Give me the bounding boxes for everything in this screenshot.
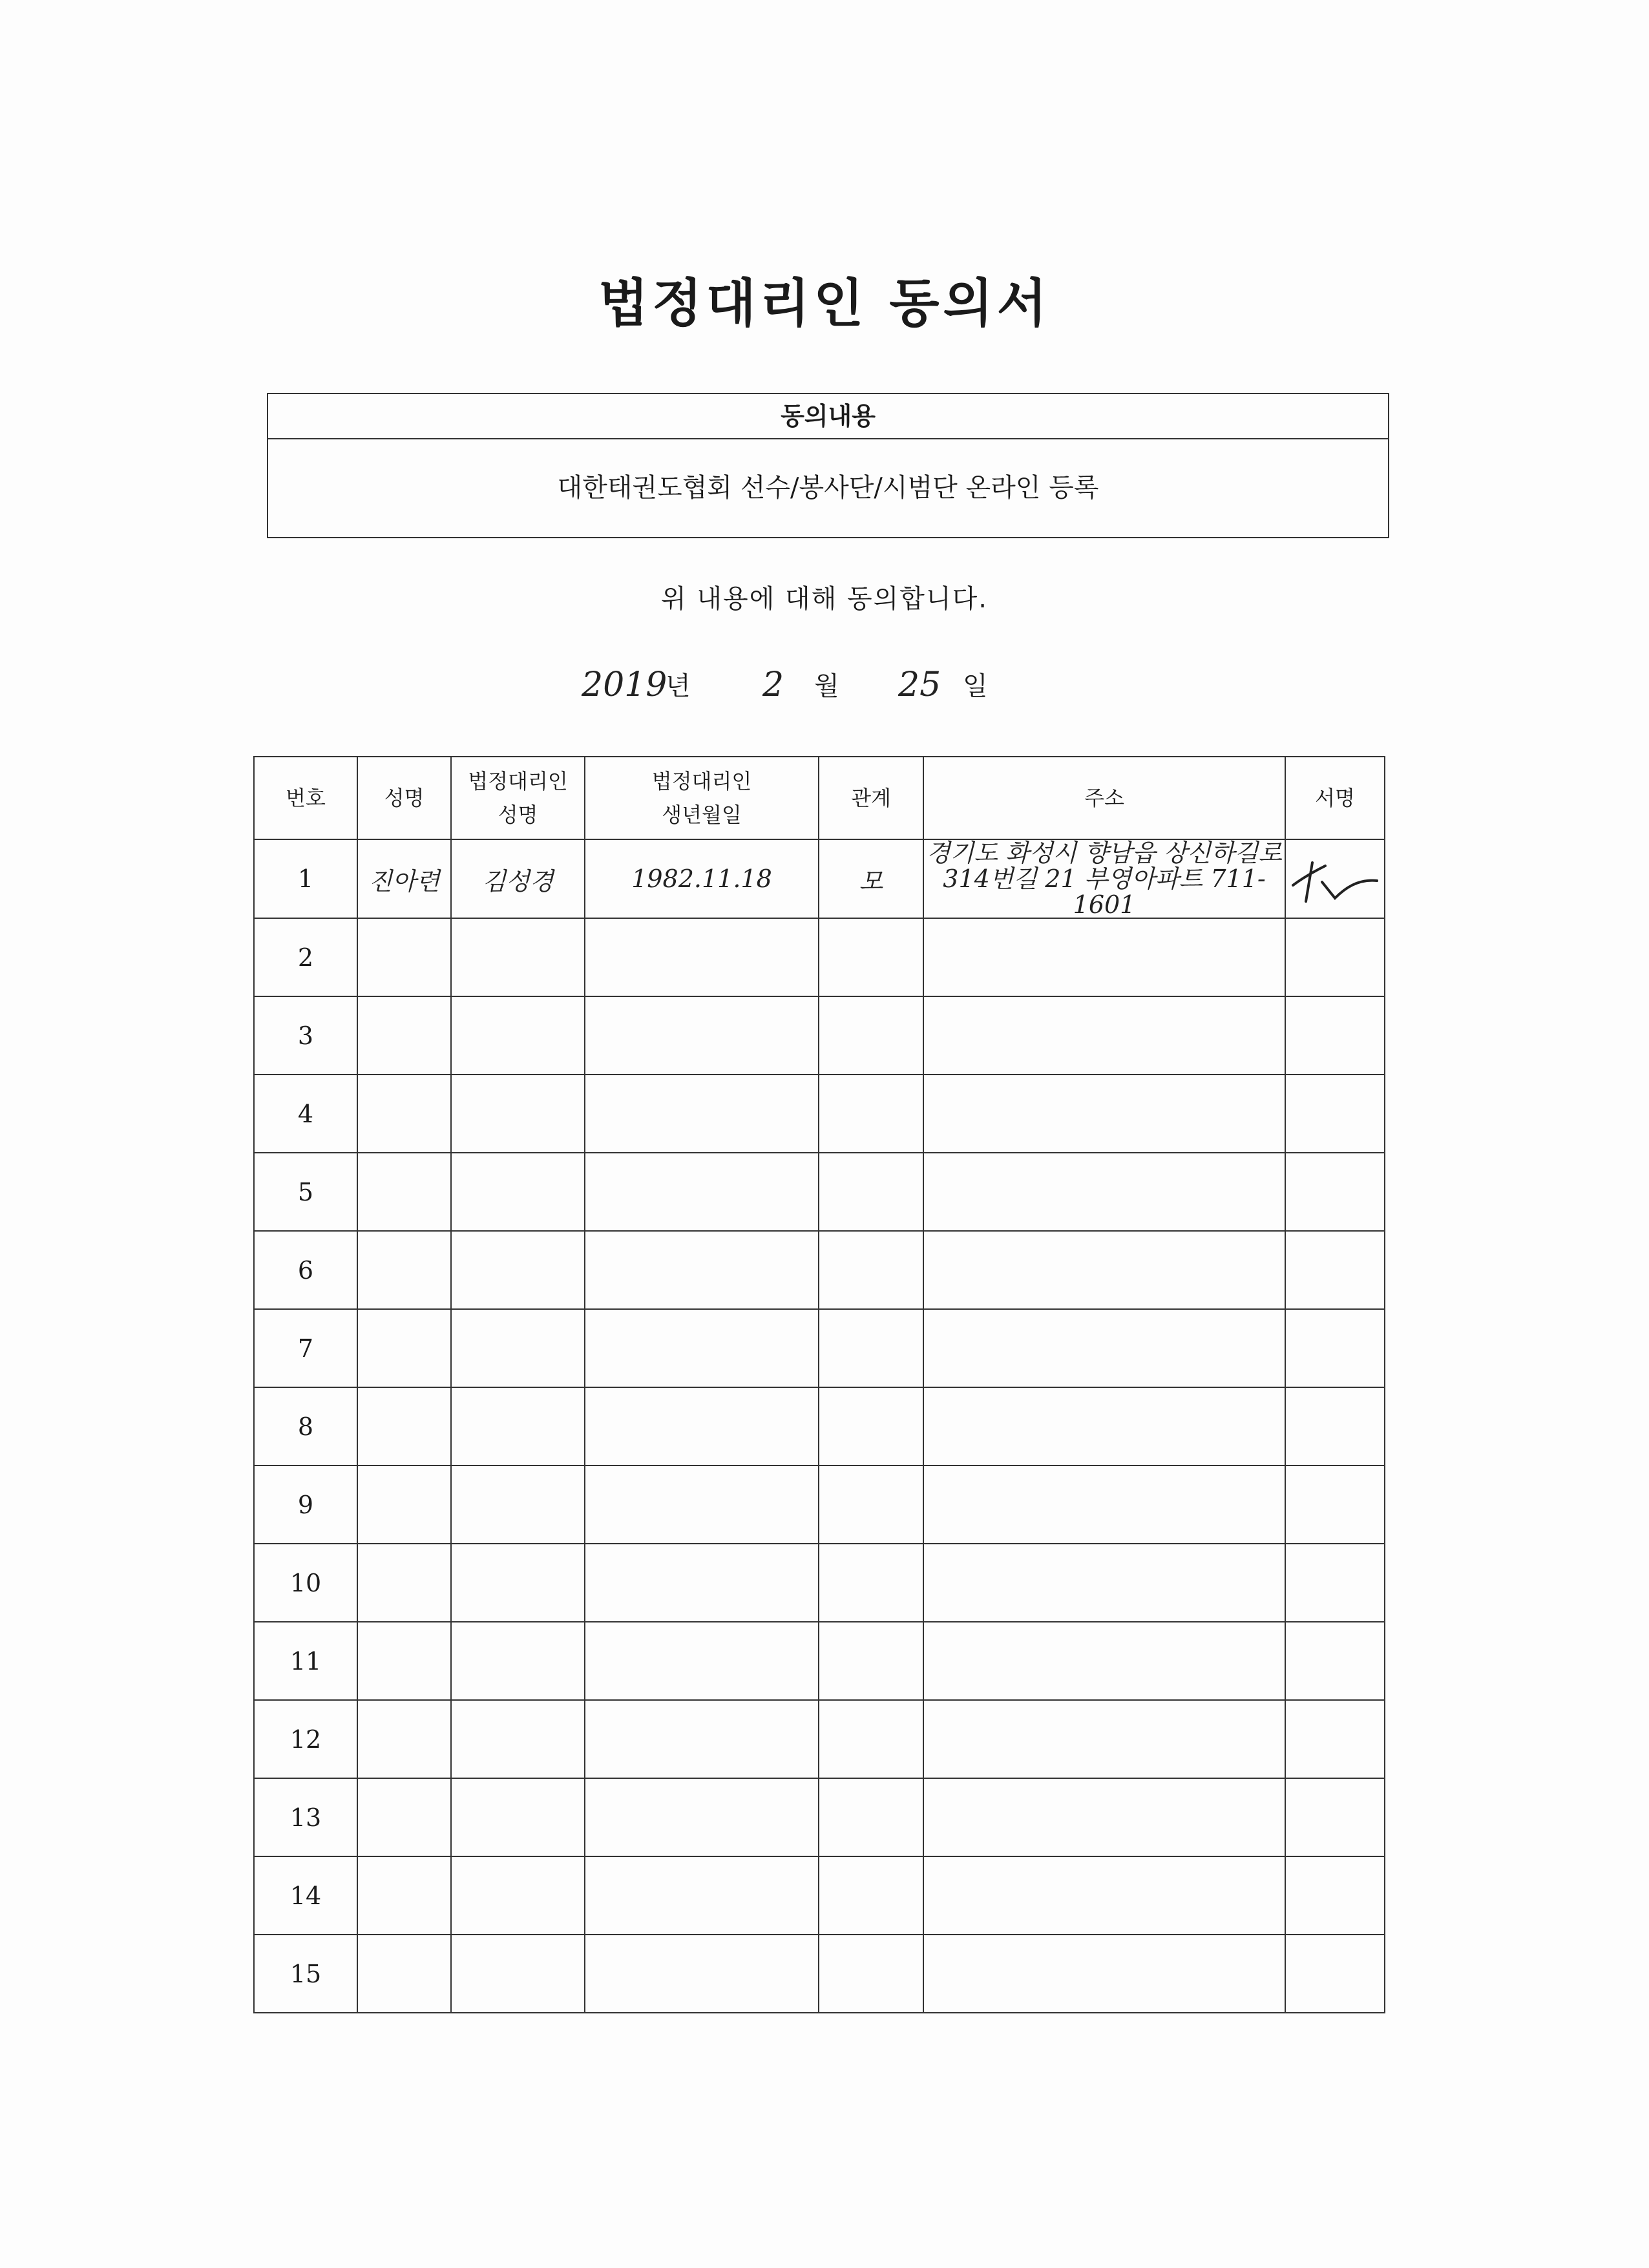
handwritten-signature [1287,850,1383,908]
date-year-value: 2019 [582,666,667,704]
table-row [254,839,1385,918]
cell-guardian-birth: 1982.11.18 [585,839,819,918]
table-row [254,1231,1385,1309]
date-month-unit: 월 [814,671,839,701]
header-guardian-birth-line1: 법정대리인 [651,769,752,793]
cell-signature [1285,839,1385,918]
cell-no: 2 [254,918,357,996]
registration-table [253,756,1385,2013]
cell-no: 6 [254,1231,357,1309]
table-row [254,1856,1385,1935]
cell-address [923,839,1285,918]
header-relation: 관계 [819,757,923,839]
date-day-unit: 일 [963,671,988,701]
header-guardian-name [451,757,585,839]
table-row [254,1622,1385,1700]
table-row [254,996,1385,1075]
header-signature: 서명 [1285,757,1385,839]
table-row [254,1544,1385,1622]
cell-guardian-name: 김성경 [451,839,585,918]
cell-no: 5 [254,1153,357,1231]
cell-relation: 모 [819,839,923,918]
table-row [254,1700,1385,1778]
table-row [254,1309,1385,1387]
table-header-row [254,757,1385,839]
cell-no: 12 [254,1700,357,1778]
table-row [254,1387,1385,1465]
document-title: 법정대리인 동의서 [598,273,1051,333]
header-guardian-name-line2: 성명 [498,803,538,827]
consent-body: 대한태권도협회 선수/봉사단/시범단 온라인 등록 [557,473,1099,503]
date-month-value: 2 [762,666,784,704]
consent-header: 동의내용 [268,394,1388,439]
table-row [254,1075,1385,1153]
consent-box [267,393,1389,538]
date-year-unit: 년 [666,671,691,701]
header-address: 주소 [923,757,1285,839]
header-guardian-birth [585,757,819,839]
cell-no: 1 [254,839,357,918]
cell-no: 9 [254,1465,357,1544]
cell-no: 7 [254,1309,357,1387]
table-row [254,918,1385,996]
cell-no: 4 [254,1075,357,1153]
cell-no: 8 [254,1387,357,1465]
table-row [254,1153,1385,1231]
header-no: 번호 [254,757,357,839]
address-line1: 경기도 화성시 향남읍 상신하길로 [926,839,1283,867]
cell-no: 13 [254,1778,357,1856]
cell-name: 진아련 [357,839,451,918]
cell-no: 14 [254,1856,357,1935]
header-name: 성명 [357,757,451,839]
table-row [254,1465,1385,1544]
address-line2: 314번길 21 부영아파트 711-1601 [943,865,1266,919]
date-line [569,653,1086,711]
table-row [254,1935,1385,2013]
header-guardian-name-line1: 법정대리인 [468,769,568,793]
agree-statement: 위 내용에 대해 동의합니다. [661,584,988,614]
table-row [254,1778,1385,1856]
cell-no: 15 [254,1935,357,2013]
header-guardian-birth-line2: 생년월일 [662,803,742,827]
date-day-value: 25 [898,666,941,704]
cell-no: 3 [254,996,357,1075]
cell-no: 11 [254,1622,357,1700]
cell-no: 10 [254,1544,357,1622]
